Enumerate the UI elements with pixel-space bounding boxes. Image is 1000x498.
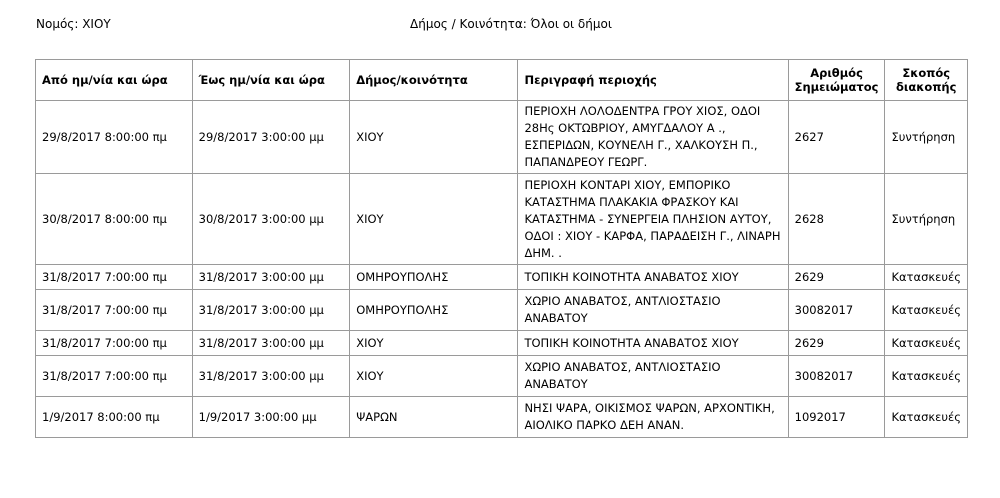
cell-purpose: Κατασκευές	[885, 356, 968, 397]
cell-from: 31/8/2017 7:00:00 πμ	[36, 356, 193, 397]
cell-number: 2629	[788, 331, 885, 356]
cell-description: ΝΗΣΙ ΨΑΡΑ, ΟΙΚΙΣΜΟΣ ΨΑΡΩΝ, ΑΡΧΟΝΤΙΚΗ, ΑΙΟΛΙΚΟ ΠΑΡΚΟ ΔΕΗ ΑΝΑΝ.	[518, 397, 788, 438]
cell-description: ΧΩΡΙΟ ΑΝΑΒΑΤΟΣ, ΑΝΤΛΙΟΣΤΑΣΙΟ ΑΝΑΒΑΤΟΥ	[518, 290, 788, 331]
cell-description: ΠΕΡΙΟΧΗ ΛΟΛΟΔΕΝΤΡΑ ΓΡΟΥ ΧΙΟΣ, ΟΔΟΙ 28Ης ΟΚΤΩΒΡΙΟΥ, ΑΜΥΓΔΑΛΟΥ Α ., ΕΣΠΕΡΙΔΩΝ, ΚΟΥΝΕΛΗ Γ., ΧΑΛΚΟΥΣΗ Π., ΠΑΠΑΝΔΡΕΟΥ ΓΕΩΡΓ.	[518, 101, 788, 174]
cell-number: 30082017	[788, 356, 885, 397]
cell-from: 30/8/2017 8:00:00 πμ	[36, 174, 193, 265]
cell-description: ΠΕΡΙΟΧΗ ΚΟΝΤΑΡΙ ΧΙΟΥ, ΕΜΠΟΡΙΚΟ ΚΑΤΑΣΤΗΜΑ ΠΛΑΚΑΚΙΑ ΦΡΑΣΚΟΥ ΚΑΙ ΚΑΤΑΣΤΗΜΑ - ΣΥΝΕΡΓΕΙΑ ΠΛΗΣΙΟΝ ΑΥΤΟΥ, ΟΔΟΙ : ΧΙΟΥ - ΚΑΡΦΑ, ΠΑΡΑΔΕΙΣΗ Γ., ΛΙΝΑΡΗ ΔΗΜ. .	[518, 174, 788, 265]
col-header-number: Αριθμός Σημειώματος	[788, 60, 885, 101]
table-row	[36, 397, 968, 438]
cell-from: 31/8/2017 7:00:00 πμ	[36, 265, 193, 290]
cell-description: ΤΟΠΙΚΗ ΚΟΙΝΟΤΗΤΑ ΑΝΑΒΑΤΟΣ ΧΙΟΥ	[518, 265, 788, 290]
cell-dimos: ΟΜΗΡΟΥΠΟΛΗΣ	[350, 290, 518, 331]
cell-to: 31/8/2017 3:00:00 μμ	[192, 290, 350, 331]
cell-from: 31/8/2017 7:00:00 πμ	[36, 290, 193, 331]
cell-number: 2629	[788, 265, 885, 290]
dimos-label: Δήμος / Κοινότητα: Όλοι οι δήμοι	[410, 17, 612, 31]
table-row	[36, 174, 968, 265]
col-header-to: Έως ημ/νία και ώρα	[192, 60, 350, 101]
cell-dimos: ΧΙΟΥ	[350, 331, 518, 356]
cell-description: ΧΩΡΙΟ ΑΝΑΒΑΤΟΣ, ΑΝΤΛΙΟΣΤΑΣΙΟ ΑΝΑΒΑΤΟΥ	[518, 356, 788, 397]
cell-to: 31/8/2017 3:00:00 μμ	[192, 356, 350, 397]
table-row	[36, 265, 968, 290]
cell-to: 30/8/2017 3:00:00 μμ	[192, 174, 350, 265]
cell-to: 31/8/2017 3:00:00 μμ	[192, 331, 350, 356]
col-header-dimos: Δήμος/κοινότητα	[350, 60, 518, 101]
cell-purpose: Συντήρηση	[885, 101, 968, 174]
cell-purpose: Κατασκευές	[885, 265, 968, 290]
cell-dimos: ΧΙΟΥ	[350, 101, 518, 174]
col-header-purpose: Σκοπός διακοπής	[885, 60, 968, 101]
cell-to: 29/8/2017 3:00:00 μμ	[192, 101, 350, 174]
col-header-description: Περιγραφή περιοχής	[518, 60, 788, 101]
cell-dimos: ΧΙΟΥ	[350, 174, 518, 265]
cell-dimos: ΟΜΗΡΟΥΠΟΛΗΣ	[350, 265, 518, 290]
cell-number: 1092017	[788, 397, 885, 438]
table-row	[36, 356, 968, 397]
cell-to: 31/8/2017 3:00:00 μμ	[192, 265, 350, 290]
cell-number: 2628	[788, 174, 885, 265]
table-row	[36, 101, 968, 174]
cell-purpose: Συντήρηση	[885, 174, 968, 265]
cell-purpose: Κατασκευές	[885, 397, 968, 438]
table-row	[36, 290, 968, 331]
col-header-from: Από ημ/νία και ώρα	[36, 60, 193, 101]
cell-number: 30082017	[788, 290, 885, 331]
cell-purpose: Κατασκευές	[885, 331, 968, 356]
nomos-label: Νομός: ΧΙΟΥ	[36, 17, 111, 31]
table-header-row	[36, 60, 968, 101]
cell-to: 1/9/2017 3:00:00 μμ	[192, 397, 350, 438]
cell-dimos: ΧΙΟΥ	[350, 356, 518, 397]
cell-dimos: ΨΑΡΩΝ	[350, 397, 518, 438]
cell-number: 2627	[788, 101, 885, 174]
cell-from: 29/8/2017 8:00:00 πμ	[36, 101, 193, 174]
table-row	[36, 331, 968, 356]
cell-from: 1/9/2017 8:00:00 πμ	[36, 397, 193, 438]
cell-purpose: Κατασκευές	[885, 290, 968, 331]
outage-table	[35, 59, 968, 438]
cell-from: 31/8/2017 7:00:00 πμ	[36, 331, 193, 356]
cell-description: ΤΟΠΙΚΗ ΚΟΙΝΟΤΗΤΑ ΑΝΑΒΑΤΟΣ ΧΙΟΥ	[518, 331, 788, 356]
